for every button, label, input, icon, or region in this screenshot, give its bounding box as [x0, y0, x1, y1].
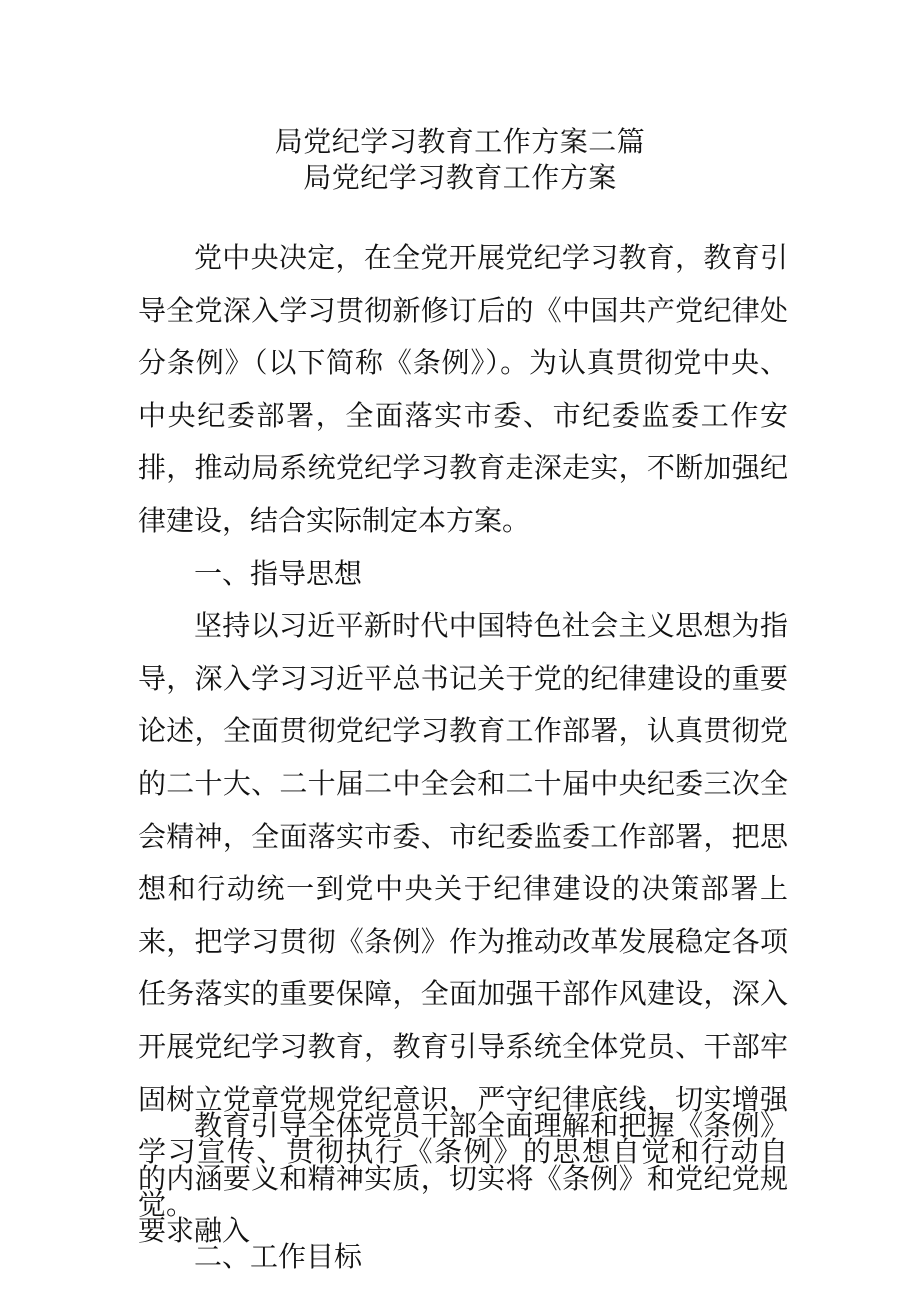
section-heading-guiding-thought: 一、指导思想 — [194, 556, 363, 590]
document-body-continued — [138, 1100, 788, 1258]
work-goals-paragraph: 教育引导全体党员干部全面理解和把握《条例》的内涵要义和精神实质，切实将《条例》和党纪党规要求融入 — [138, 1109, 788, 1248]
document-subtitle: 局党纪学习教育工作方案 — [303, 161, 617, 194]
guiding-thought-paragraph: 坚持以习近平新时代中国特色社会主义思想为指导，深入学习习近平总书记关于党的纪律建设的重要论述，全面贯彻党纪学习教育工作部署，认真贯彻党的二十大、二十届二中全会和二十届中央纪委三次全会精神，全面落实市委、市纪委监委工作部署，把思想和行动统一到党中央关于纪律建设的决策部署上来，把学习贯彻《条例》作为推动改革发展稳定各项任务落实的重要保障，全面加强干部作风建设，深入开展党纪学习教育，教育引导系统全体党员、干部牢固树立党章党规党纪意识，严守纪律底线，切实增强学习宣传、贯彻执行《条例》的思想自觉和行动自觉。 — [138, 609, 788, 1221]
section-heading-work-goals: 二、工作目标 — [194, 1240, 363, 1274]
intro-paragraph: 党中央决定，在全党开展党纪学习教育，教育引导全党深入学习贯彻新修订后的《中国共产党纪律处分条例》（以下简称《条例》）。为认真贯彻党中央、中央纪委部署，全面落实市委、市纪委监委工作安排，推动局系统党纪学习教育走深走实，不断加强纪律建设，结合实际制定本方案。 — [138, 241, 788, 537]
document-title: 局党纪学习教育工作方案二篇 — [274, 125, 646, 158]
